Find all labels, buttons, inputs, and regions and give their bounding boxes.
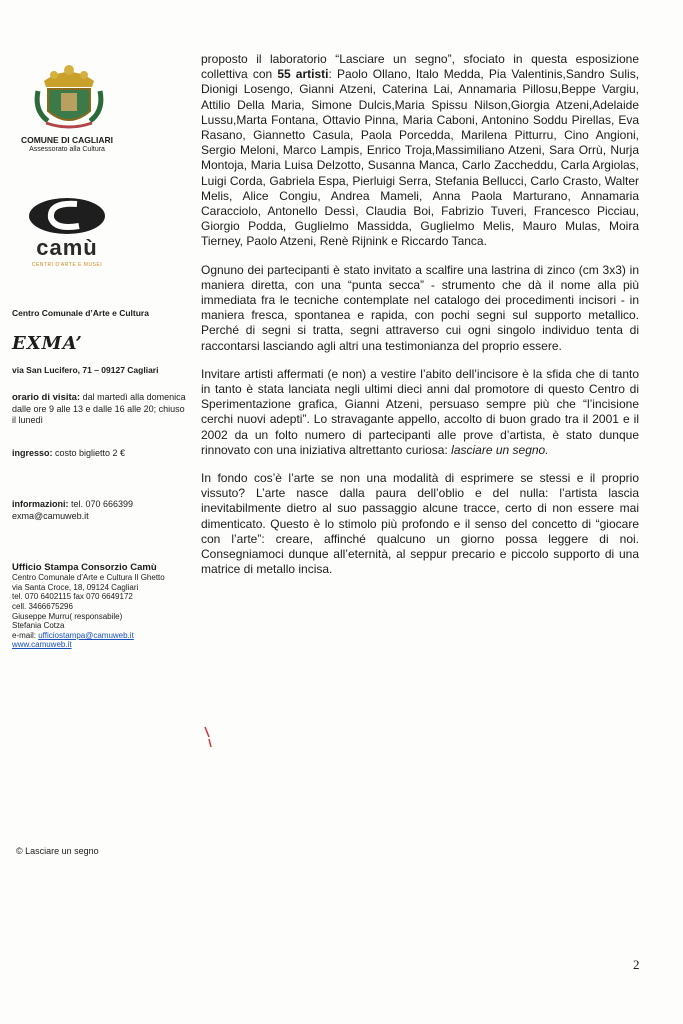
admission — [12, 448, 187, 459]
city-crest-icon — [34, 61, 104, 133]
opening-hours — [12, 392, 187, 426]
exhibition-title: lasciare un segno. — [451, 442, 549, 457]
paragraph-artists — [201, 52, 639, 250]
camu-eye-icon — [27, 196, 107, 236]
opening-hours-text: dal martedì alla domenica dalle ore 9 alle 13 e dalle 16 alle 20; chiuso il lunedì — [12, 391, 186, 425]
information-tel: tel. 070 666399 — [68, 499, 134, 510]
press-email-label: e-mail: — [12, 630, 39, 640]
press-line: Stefania Cotza — [12, 621, 65, 631]
paragraph-invitation — [201, 367, 639, 458]
exma-logo: EXMA’ — [12, 332, 83, 354]
paragraph-text: proposto il laboratorio “Lasciare un segno”, sfociato in questa esposizione collettiva con — [201, 52, 639, 82]
assessorato: Assessorato alla Cultura — [29, 145, 105, 153]
artists-count: 55 artisti — [277, 67, 329, 82]
camu-logo — [12, 196, 122, 268]
paragraph-zinc: Ognuno dei partecipanti è stato invitato a scalfire una lastrina di zinco (cm 3x3) in maniera diretta, con una “punta secca” - strumento che dà il nome alla più immediata fra le tecniche contemplate nel catalogo dei procedimenti incisori - in maniera fresca, spontanea e rapida, con pochi segni sul supporto metallico. Perché di segni si tratta, segni attraverso cui ogni singolo individuo tenta di raccontarsi lasciando agli altri una testimonianza del proprio essere. — [201, 262, 639, 353]
page-number: 2 — [633, 957, 640, 972]
admission-label: ingresso: — [12, 448, 53, 459]
information-label: informazioni: — [12, 499, 69, 510]
press-office-title: Ufficio Stampa Consorzio Camù — [12, 561, 157, 573]
main-text — [201, 52, 639, 591]
press-line: Giuseppe Murru( responsabile) — [12, 611, 123, 621]
paragraph-art: In fondo cos’è l’arte se non una modalità di esprimere se stessi e il proprio vissuto? L’arte nasce dalla paura dell’oblio e del nulla: l’artista lascia inevitabilmente dietro al suo passaggio alcune tracce, certo di non essere mai dimenticato. Questo è lo stimolo più profondo e il senso del concetto di “giocare con l’arte”: creare, affinché qualcuno un giorno possa leggere di noi. Consegniamoci dunque all’eternità, al seppur precario e piccolo supporto di una matrice di metallo incisa. — [201, 471, 639, 577]
press-line: cell. 3466675296 — [12, 602, 73, 612]
admission-text: costo biglietto 2 € — [52, 448, 126, 459]
artists-list: : Paolo Ollano, Italo Medda, Pia Valentinis,Sandro Sulis, Dionigi Losengo, Gianni Atzeni, Caterina Lai, Annamaria Pillosu,Beppe Vargiu, Attilio Della Maria, Simone Dulcis,Maria Spissu Nilson,Giorgia Atzeni,Adelaide Lussu,Marta Fontana, Ottavio Pinna, Maria Caboni, Antonino Soddu Pirellas, Eva Rasano, Giannetto Casula, Paola Porcedda, Marilena Pitturru, Cino Angioni, Sergio Meloni, Marco Lampis, Enrico Troja,Massimiliano Atzeni, Sara Orrù, Nurja Montoja, Maria Luisa Delzotto, Susanna Manca, Carlo Zaccheddu, Carla Argiolas, Luigi Corda, Gabriela Espa, Pierluigi Serra, Stefania Bellucci, Carlo Crasto, Walter Melis, Alice Congiu, Andrea Mameli, Anna Paola Marturano, Annamaria Caracciolo, Antonello Dessì, Claudia Boi, Fabrizio Tuveri, Francesco Picciau, Giorgio Podda, Guglielmo Massidda, Guglielmo Melis, Mauro Mulas, Moira Tierney, Paolo Atzeni, Renè Rijnink e Riccardo Tanca. — [201, 67, 640, 249]
camu-wordmark: camù — [36, 235, 98, 261]
sidebar — [12, 55, 187, 650]
website-link[interactable]: www.camuweb.it — [12, 640, 72, 650]
opening-hours-label: orario di visita: — [12, 391, 81, 403]
press-line: via Santa Croce, 18, 09124 Cagliari — [12, 582, 139, 592]
information — [12, 499, 187, 522]
press-line: tel. 070 6402115 fax 070 6649172 — [12, 592, 133, 602]
press-email-link[interactable]: ufficiostampa@camuweb.it — [38, 630, 134, 640]
copyright-note: © Lasciare un segno — [16, 846, 99, 856]
red-ink-mark — [203, 725, 215, 749]
address: via San Lucifero, 71 – 09127 Cagliari — [12, 365, 159, 376]
press-office — [12, 562, 187, 650]
centro-comunale: Centro Comunale d’Arte e Cultura — [12, 308, 149, 318]
information-email: exma@camuweb.it — [12, 510, 89, 521]
press-line: Centro Comunale d'Arte e Cultura Il Ghetto — [12, 573, 165, 583]
comune-name: COMUNE DI CAGLIARI — [20, 135, 114, 145]
camu-subtitle: CENTRI D'ARTE E MUSEI — [31, 261, 103, 268]
paragraph-text: Invitare artisti affermati (e non) a vestire l’abito dell’incisore è la sfida che di tanto in tanto è stata lanciata negli ultimi dieci anni dal promotore di questo Centro di Sperimentazione grafica, Gianni Atzeni, persuaso sempre più che “l’incisione cerchi nuovi adepti”. Lo stravagante appello, accolto di buon grado tra il 2001 e il 2002 da un folto numero di partecipanti alle prove d’artista, è stato dunque rinnovato con una iniziativa altrettanto curiosa: — [201, 366, 639, 457]
press-email — [12, 631, 187, 641]
